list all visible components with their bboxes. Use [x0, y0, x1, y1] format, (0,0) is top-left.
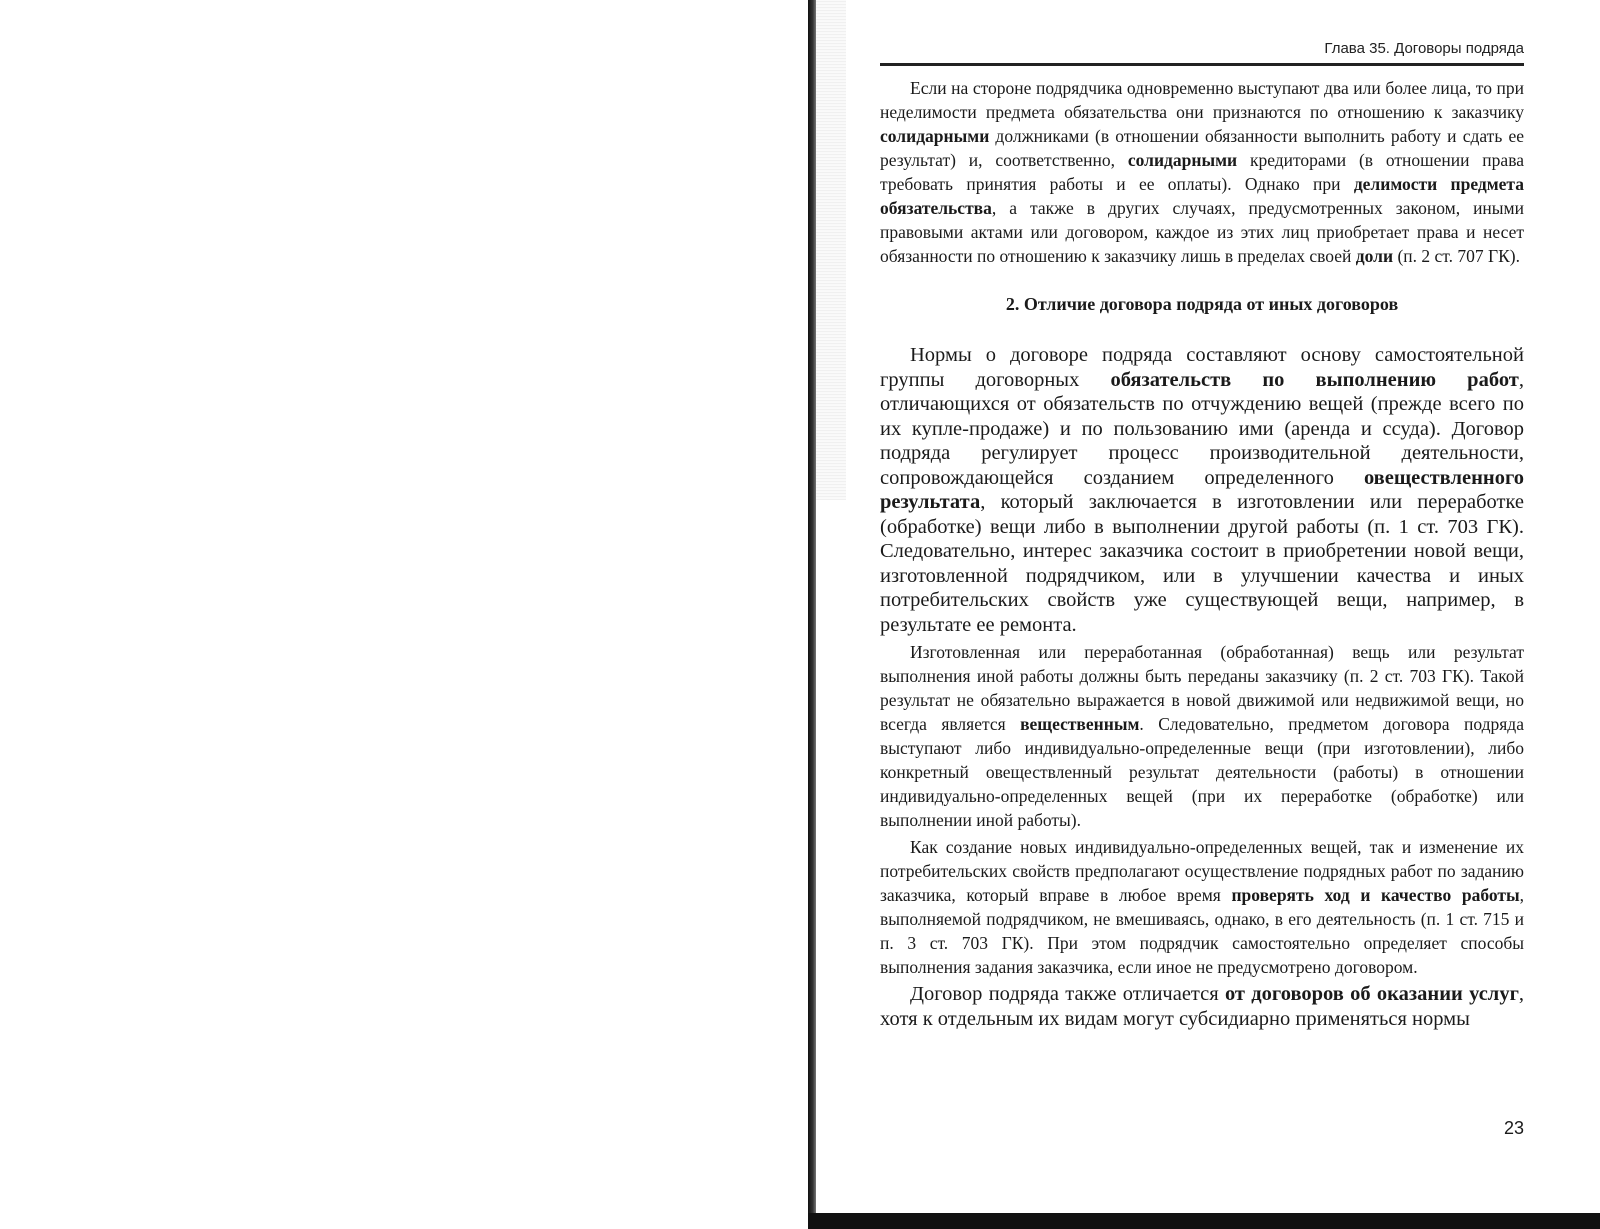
- book-spine: [808, 0, 816, 1229]
- scan-bottom-edge: [808, 1213, 1600, 1229]
- paragraph-2: [880, 343, 1524, 637]
- bold-run: проверять ход и качество работы: [1231, 885, 1520, 905]
- bold-run: солидарными: [1127, 150, 1238, 170]
- text-run: Изготовленная или переработанная (обработанная) вещь или результат выполнения иной работы должны быть переданы заказчику (п. 2 ст. 703 ГК). Такой результат не обязательно выражается в новой движимой или недвижимой вещи, но всегда является: [880, 642, 1524, 734]
- bold-run: доли: [1355, 246, 1394, 266]
- text-run: кредиторами (в отношении права требовать принятия работы и ее оплаты). Однако при: [880, 150, 1524, 194]
- paragraph-1: [880, 76, 1524, 268]
- text-run: , который заключается в изготовлении или переработке (обработке) вещи либо в выполнении другой работы (п. 1 ст. 703 ГК). Следовательно, интерес заказчика состоит в приобретении новой вещи, изготовленной подрядчиком, или в улучшении качества и иных потребительских свойств уже существующей вещи, например, в результате ее ремонта.: [880, 491, 1524, 636]
- text-run: Как создание новых индивидуально-определенных вещей, так и изменение их потребительских свойств предполагают осуществление подрядных работ по заданию заказчика, который вправе в любое время: [880, 837, 1524, 905]
- bold-run: овеществленного результата: [880, 466, 1524, 513]
- text-run: , хотя к отдельным их видам могут субсидиарно применяться нормы: [880, 983, 1524, 1030]
- page-number: 23: [1503, 1118, 1524, 1138]
- text-run: Нормы о договоре подряда составляют основу самостоятельной группы договорных: [880, 344, 1524, 391]
- text-run: должниками (в отношении обязанности выполнить работу и сдать ее результат) и, соответственно,: [880, 126, 1524, 170]
- text-run: (п. 2 ст. 707 ГК).: [1393, 246, 1520, 266]
- text-run: , отличающихся от обязательств по отчуждению вещей (прежде всего по их купле-продаже) и по пользованию ими (аренда и ссуда). Договор подряда регулирует процесс производительной деятельности, сопровождающейся созданием определенного: [880, 368, 1524, 489]
- section-title: 2. Отличие договора подряда от иных договоров: [1005, 294, 1399, 314]
- text-run: , выполняемой подрядчиком, не вмешиваясь, однако, в его деятельность (п. 1 ст. 715 и п. 3 ст. 703 ГК). При этом подрядчик самостоятельно определяет способы выполнения задания заказчика, если иное не предусмотрено договором.: [880, 885, 1524, 977]
- bold-run: солидарными: [880, 126, 990, 146]
- paragraph-5: [880, 982, 1524, 1031]
- bold-run: обязательств по выполнению работ: [1110, 368, 1519, 391]
- book-page: [880, 40, 1524, 1190]
- running-head: Глава 35. Договоры подряда: [1324, 40, 1524, 57]
- text-run: , а также в других случаях, предусмотренных законом, иными правовыми актами или договором, каждое из этих лиц приобретает права и несет обязанности по отношению к заказчику лишь в пределах своей: [880, 198, 1524, 266]
- header-rule: [880, 63, 1524, 66]
- text-run: Если на стороне подрядчика одновременно выступают два или более лица, то при неделимости предмета обязательства они признаются по отношению к заказчику: [880, 78, 1524, 122]
- paragraph-3: [880, 640, 1524, 832]
- paragraph-4: [880, 835, 1524, 979]
- text-run: . Следовательно, предметом договора подряда выступают либо индивидуально-определенные вещи (при изготовлении), либо конкретный овеществленный результат деятельности (работы) в отношении индивидуально-определенных вещей (при их переработке (обработке) или выполнении иной работы).: [880, 714, 1524, 830]
- text-run: Договор подряда также отличается: [910, 983, 1225, 1005]
- scan-gutter-shadow: [816, 0, 846, 500]
- bold-run: вещественным: [1020, 714, 1140, 734]
- bold-run: от договоров об оказании услуг: [1224, 983, 1519, 1005]
- bold-run: делимости предмета обязательства: [880, 174, 1524, 218]
